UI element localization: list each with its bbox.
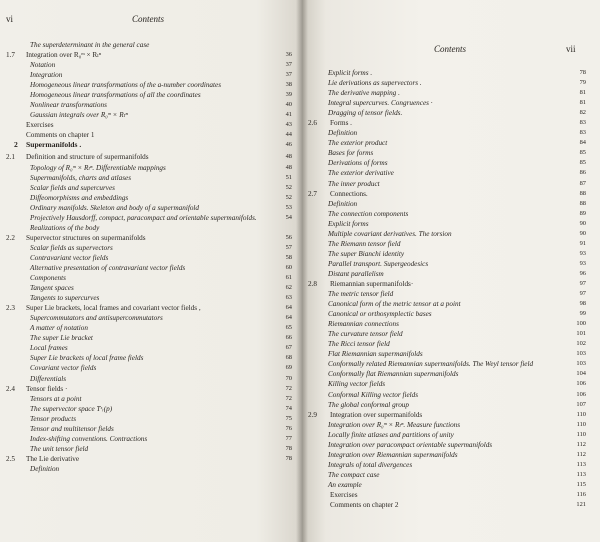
toc-entry-title: Definition <box>328 129 358 138</box>
toc-entry-title: Integration over R₀ᵐ × Rₗⁿ <box>26 51 102 60</box>
toc-entry-title: Integration over R₀ᵐ × Rₗⁿ. Measure functions <box>328 420 461 429</box>
toc-entry <box>308 269 586 279</box>
toc-entry <box>308 239 586 249</box>
toc-entry-title: Parallel transport. Supergeodesics <box>328 259 429 268</box>
toc-entry-title: Components <box>30 274 66 283</box>
toc-entry <box>308 289 586 299</box>
toc-entry <box>6 110 296 120</box>
toc-entry <box>308 329 586 339</box>
toc-entry <box>308 319 586 329</box>
toc-entry <box>6 374 296 384</box>
toc-entry-page: 62 <box>285 284 292 292</box>
toc-entry-page: 43 <box>285 121 292 129</box>
toc-entry-title: Tensors at a point <box>30 394 82 403</box>
toc-entry-page: 69 <box>285 364 292 372</box>
toc-entry-page: 98 <box>579 300 586 308</box>
toc-entry <box>6 140 296 152</box>
toc-entry-page: 93 <box>579 249 586 257</box>
toc-entry-page: 112 <box>576 440 586 448</box>
toc-entry <box>6 293 296 303</box>
toc-entry <box>6 243 296 253</box>
toc-entry <box>6 283 296 293</box>
toc-entry-page: 76 <box>285 424 292 432</box>
toc-entry-title: The global conformal group <box>328 400 409 409</box>
toc-entry-title: A matter of notation <box>30 324 88 333</box>
toc-entry <box>308 229 586 239</box>
toc-entry-title: Conformally flat Riemannian supermanifolds <box>328 370 459 379</box>
toc-entry-page: 110 <box>576 410 586 418</box>
toc-entry <box>308 440 586 450</box>
toc-entry-page: 100 <box>576 320 586 328</box>
toc-entry-title: Alternative presentation of contravariant vector fields <box>30 263 186 272</box>
toc-entry-title: Tensor and multitensor fields <box>30 424 114 433</box>
toc-entry-page: 66 <box>285 334 292 342</box>
toc-entry-title: Flat Riemannian supermanifolds <box>328 350 423 359</box>
toc-entry <box>308 148 586 158</box>
toc-entry <box>6 183 296 193</box>
toc-entry-title: The derivative mapping . <box>328 89 400 98</box>
toc-entry <box>6 213 296 233</box>
toc-entry-page: 101 <box>576 330 586 338</box>
toc-entry-title: Ordinary manifolds. Skeleton and body of a supermanifold <box>30 203 200 212</box>
toc-entry <box>308 390 586 400</box>
toc-entry-title: Integration over supermanifolds <box>330 410 423 419</box>
toc-entry <box>308 309 586 319</box>
toc-entry <box>308 490 586 500</box>
toc-entry-page: 75 <box>285 414 292 422</box>
toc-entry-title: Exercises <box>26 121 54 130</box>
right-page-number: vii <box>566 44 576 54</box>
toc-entry-page: 68 <box>285 354 292 362</box>
toc-entry-page: 41 <box>285 111 292 119</box>
toc-entry-page: 36 <box>285 51 292 59</box>
toc-entry-title: The exterior product <box>328 139 388 148</box>
toc-entry <box>308 158 586 168</box>
toc-entry-title: Canonical form of the metric tensor at a point <box>328 300 461 309</box>
toc-entry-title: Conformal Killing vector fields <box>328 390 419 399</box>
toc-entry <box>308 259 586 269</box>
toc-entry-title: Integration over paracompact orientable supermanifolds <box>328 440 493 449</box>
toc-entry <box>308 460 586 470</box>
toc-entry-number: 1.7 <box>6 51 15 60</box>
toc-entry-title: Dragging of tensor fields. <box>328 109 403 118</box>
toc-entry-title: The inner product <box>328 179 380 188</box>
left-running-title: Contents <box>132 14 165 24</box>
toc-entry-title: Supervector structures on supermanifolds <box>26 233 146 242</box>
toc-entry-page: 37 <box>285 71 292 79</box>
toc-entry <box>308 410 586 420</box>
toc-entry-page: 61 <box>285 274 292 282</box>
toc-entry-page: 90 <box>579 229 586 237</box>
toc-entry-page: 77 <box>285 434 292 442</box>
toc-entry <box>6 60 296 70</box>
toc-entry-title: Multiple covariant derivatives. The torsion <box>328 229 452 238</box>
toc-entry-page: 86 <box>579 169 586 177</box>
toc-entry <box>6 193 296 203</box>
toc-entry-number: 2 <box>14 140 18 150</box>
toc-entry-title: Diffeomorphisms and embeddings <box>30 193 129 202</box>
toc-entry-title: Explicit forms <box>328 219 369 228</box>
toc-entry-title: Topology of R₀ᵐ × Rₗⁿ. Differentiable mappings <box>30 163 166 172</box>
toc-entry-page: 64 <box>285 304 292 312</box>
toc-entry-page: 65 <box>285 324 292 332</box>
toc-entry-number: 2.5 <box>6 454 15 463</box>
toc-entry-title: Definition and structure of supermanifolds <box>26 153 149 162</box>
toc-entry <box>6 100 296 110</box>
toc-entry-title: Distant parallelism <box>328 269 384 278</box>
toc-entry-title: The Lie derivative <box>26 454 80 463</box>
toc-entry-title: Connections. <box>330 189 368 198</box>
toc-entry-title: Comments on chapter 2 <box>330 501 399 510</box>
toc-entry-page: 81 <box>579 89 586 97</box>
toc-entry-page: 110 <box>576 420 586 428</box>
toc-entry <box>6 163 296 173</box>
toc-entry-page: 38 <box>285 81 292 89</box>
toc-entry-page: 46 <box>285 141 292 149</box>
toc-entry <box>6 384 296 394</box>
toc-entry-title: Scalar fields as supervectors <box>30 243 113 252</box>
toc-entry-page: 52 <box>285 183 292 191</box>
toc-entry-title: Exercises <box>330 490 358 499</box>
toc-entry-title: Definition <box>328 199 358 208</box>
toc-entry-title: Killing vector fields <box>328 380 386 389</box>
toc-entry-page: 85 <box>579 149 586 157</box>
toc-entry <box>6 120 296 130</box>
toc-entry-title: Projectively Hausdorff, compact, paracompact and orientable supermanifolds. Realizations of the body <box>30 213 257 232</box>
toc-entry-page: 88 <box>579 189 586 197</box>
toc-entry-number: 2.2 <box>6 233 15 242</box>
toc-entry <box>308 249 586 259</box>
toc-entry <box>308 450 586 460</box>
toc-entry-page: 37 <box>285 61 292 69</box>
toc-entry-page: 103 <box>576 350 586 358</box>
toc-entry-title: The superdeterminant in the general case <box>30 41 150 49</box>
toc-entry-page: 121 <box>576 501 586 509</box>
toc-entry-page: 87 <box>579 179 586 187</box>
toc-entry-number: 2.1 <box>6 153 15 162</box>
toc-entry-title: Homogeneous linear transformations of all the coordinates <box>30 91 201 100</box>
right-page <box>302 0 600 542</box>
toc-entry <box>308 209 586 219</box>
toc-entry-page: 116 <box>576 490 586 498</box>
toc-entry-page: 57 <box>285 243 292 251</box>
toc-entry <box>308 359 586 369</box>
toc-entry <box>308 168 586 178</box>
toc-entry-title: Tensor fields · <box>26 384 68 393</box>
toc-entry-page: 58 <box>285 253 292 261</box>
toc-entry-title: Notation <box>30 61 56 70</box>
toc-entry-page: 81 <box>579 99 586 107</box>
toc-entry-page: 112 <box>576 450 586 458</box>
toc-entry-page: 64 <box>285 314 292 322</box>
toc-entry-title: Conformally related Riemannian supermanifolds. The Weyl tensor field <box>328 360 534 369</box>
toc-entry-title: The metric tensor field <box>328 290 394 299</box>
toc-entry-title: Differentials <box>30 374 67 383</box>
right-running-title: Contents <box>434 44 467 54</box>
toc-entry-title: The super Bianchi identity <box>328 249 405 258</box>
toc-entry-page: 106 <box>576 390 586 398</box>
toc-entry-page: 72 <box>285 384 292 392</box>
toc-entry <box>308 420 586 430</box>
toc-entry <box>308 369 586 379</box>
toc-entry-title: Canonical or orthosymplectic bases <box>328 310 432 319</box>
toc-entry <box>6 454 296 464</box>
toc-entry-title: Comments on chapter 1 <box>26 131 95 140</box>
toc-entry-title: Super Lie brackets of local frame fields <box>30 354 144 363</box>
toc-entry <box>308 88 586 98</box>
toc-entry-page: 83 <box>579 129 586 137</box>
toc-entry-title: Nonlinear transformations <box>30 101 107 110</box>
toc-entry <box>6 303 296 313</box>
toc-entry-title: Contravariant vector fields <box>30 253 109 262</box>
toc-entry-title: An example <box>328 480 362 489</box>
toc-entry <box>6 464 296 474</box>
toc-entry-page: 84 <box>579 139 586 147</box>
toc-entry-page: 99 <box>579 310 586 318</box>
toc-entry <box>6 80 296 90</box>
left-table-of-contents <box>6 40 296 474</box>
toc-entry-title: Explicit forms . <box>328 69 373 77</box>
toc-entry-number: 2.6 <box>308 119 317 128</box>
toc-entry-title: Locally finite atlases and partitions of unity <box>328 430 454 439</box>
toc-entry <box>6 90 296 100</box>
toc-entry-page: 103 <box>576 360 586 368</box>
toc-entry <box>308 500 586 510</box>
toc-entry <box>6 394 296 404</box>
toc-entry-page: 63 <box>285 294 292 302</box>
toc-entry-title: Super Lie brackets, local frames and covariant vector fields , <box>26 304 201 313</box>
toc-entry <box>308 118 586 128</box>
toc-entry <box>308 68 586 78</box>
toc-entry-title: Tensor products <box>30 414 76 423</box>
toc-entry-title: Scalar fields and supercurves <box>30 183 115 192</box>
toc-entry-title: Supermanifolds, charts and atlases <box>30 173 132 182</box>
toc-entry-title: Definition <box>30 464 60 473</box>
toc-entry <box>6 404 296 414</box>
toc-entry-page: 78 <box>285 454 292 462</box>
toc-entry <box>6 263 296 273</box>
toc-entry-title: Homogeneous linear transformations of the a-number coordinates <box>30 81 221 90</box>
toc-entry <box>308 400 586 410</box>
toc-entry-number: 2.8 <box>308 279 317 288</box>
toc-entry-title: The supervector space Tˢᵣ(p) <box>30 404 113 413</box>
toc-entry <box>308 128 586 138</box>
toc-entry <box>6 152 296 162</box>
toc-entry-title: Derivations of forms <box>328 159 388 168</box>
toc-entry-page: 39 <box>285 91 292 99</box>
toc-entry-page: 110 <box>576 430 586 438</box>
toc-entry-title: The connection components <box>328 209 409 218</box>
toc-entry-title: Tangent spaces <box>30 284 74 293</box>
toc-entry-page: 90 <box>579 219 586 227</box>
toc-entry <box>6 50 296 60</box>
toc-entry-page: 56 <box>285 233 292 241</box>
toc-entry-page: 113 <box>576 470 586 478</box>
toc-entry-number: 2.3 <box>6 304 15 313</box>
toc-entry-title: The super Lie bracket <box>30 334 93 343</box>
toc-entry <box>6 130 296 140</box>
toc-entry-page: 48 <box>285 163 292 171</box>
toc-entry-page: 72 <box>285 394 292 402</box>
toc-entry <box>308 78 586 88</box>
toc-entry <box>308 219 586 229</box>
toc-entry-title: Forms . <box>330 119 352 128</box>
toc-entry <box>6 173 296 183</box>
toc-entry <box>308 430 586 440</box>
toc-entry-title: The Ricci tensor field <box>328 340 390 349</box>
toc-entry-page: 79 <box>579 79 586 87</box>
toc-entry-title: Bases for forms <box>328 149 374 158</box>
toc-entry-title: Gaussian integrals over R₀ᵐ × Rₗⁿ <box>30 111 128 120</box>
toc-entry-page: 115 <box>576 480 586 488</box>
toc-entry-title: Tangents to supercurves <box>30 294 100 303</box>
toc-entry-page: 53 <box>285 203 292 211</box>
toc-entry-title: Integration over Riemannian supermanifolds <box>328 450 458 459</box>
toc-entry <box>6 233 296 243</box>
toc-entry <box>6 323 296 333</box>
toc-entry <box>6 414 296 424</box>
toc-entry-title: Integration <box>30 71 63 80</box>
toc-entry-page: 51 <box>285 173 292 181</box>
toc-entry-page: 97 <box>579 279 586 287</box>
toc-entry-number: 2.9 <box>308 410 317 419</box>
toc-entry-page: 89 <box>579 209 586 217</box>
toc-entry-title: Supercommutators and antisupercommutators <box>30 314 163 323</box>
toc-entry-page: 54 <box>285 213 292 221</box>
toc-entry-title: Local frames <box>30 344 68 353</box>
toc-entry-page: 107 <box>576 400 586 408</box>
toc-entry-title: The unit tensor field <box>30 444 89 453</box>
book-gutter <box>296 0 308 542</box>
toc-entry <box>308 279 586 289</box>
toc-entry-title: Lie derivations as supervectors . <box>328 79 422 88</box>
toc-entry <box>308 299 586 309</box>
toc-entry-page: 97 <box>579 290 586 298</box>
toc-entry-page: 88 <box>579 199 586 207</box>
toc-entry-title: The compact case <box>328 470 380 479</box>
toc-entry-page: 78 <box>285 444 292 452</box>
toc-entry-page: 48 <box>285 153 292 161</box>
toc-entry <box>308 138 586 148</box>
toc-entry-title: Riemannian supermanifolds· <box>330 279 414 288</box>
toc-entry-page: 70 <box>285 374 292 382</box>
right-table-of-contents <box>308 68 586 510</box>
toc-entry-title: Supermanifolds . <box>26 140 82 150</box>
toc-entry <box>6 203 296 213</box>
toc-entry-title: Index-shifting conventions. Contractions <box>30 434 148 443</box>
toc-entry <box>6 434 296 444</box>
toc-entry-page: 60 <box>285 263 292 271</box>
toc-entry-number: 2.7 <box>308 189 317 198</box>
toc-entry <box>6 444 296 454</box>
toc-entry <box>6 343 296 353</box>
toc-entry-page: 96 <box>579 269 586 277</box>
toc-entry-title: The Riemann tensor field <box>328 239 401 248</box>
toc-entry <box>308 98 586 108</box>
left-page-number: vi <box>6 14 14 24</box>
toc-entry-page: 93 <box>579 259 586 267</box>
toc-entry <box>6 363 296 373</box>
toc-entry <box>308 199 586 209</box>
toc-entry <box>6 253 296 263</box>
toc-entry-page: 83 <box>579 119 586 127</box>
toc-entry-title: Riemannian connections <box>328 320 399 329</box>
toc-entry-page: 91 <box>579 239 586 247</box>
toc-entry <box>6 353 296 363</box>
toc-entry-page: 67 <box>285 344 292 352</box>
toc-entry <box>308 179 586 189</box>
toc-entry-page: 82 <box>579 109 586 117</box>
toc-entry-title: The curvature tensor field <box>328 330 403 339</box>
toc-entry-page: 52 <box>285 193 292 201</box>
toc-entry <box>308 349 586 359</box>
toc-entry-number: 2.4 <box>6 384 15 393</box>
toc-entry <box>6 424 296 434</box>
toc-entry-page: 44 <box>285 131 292 139</box>
toc-entry <box>6 70 296 80</box>
toc-entry <box>308 470 586 480</box>
toc-entry-page: 78 <box>579 69 586 76</box>
toc-entry-title: Covariant vector fields <box>30 364 97 373</box>
toc-entry-page: 104 <box>576 370 586 378</box>
toc-entry-title: Integrals of total divergences <box>328 460 413 469</box>
toc-entry <box>308 480 586 490</box>
toc-entry-title: The exterior derivative <box>328 169 394 178</box>
toc-entry-page: 106 <box>576 380 586 388</box>
toc-entry <box>6 333 296 343</box>
toc-entry <box>308 339 586 349</box>
toc-entry-page: 85 <box>579 159 586 167</box>
toc-entry-page: 102 <box>576 340 586 348</box>
toc-entry-page: 113 <box>576 460 586 468</box>
toc-entry <box>308 189 586 199</box>
toc-entry <box>6 40 296 50</box>
toc-entry <box>308 379 586 389</box>
toc-entry <box>6 313 296 323</box>
toc-entry <box>6 273 296 283</box>
toc-entry-title: Integral supercurves. Congruences · <box>328 99 433 108</box>
toc-entry <box>308 108 586 118</box>
toc-entry-page: 74 <box>285 404 292 412</box>
toc-entry-page: 40 <box>285 101 292 109</box>
